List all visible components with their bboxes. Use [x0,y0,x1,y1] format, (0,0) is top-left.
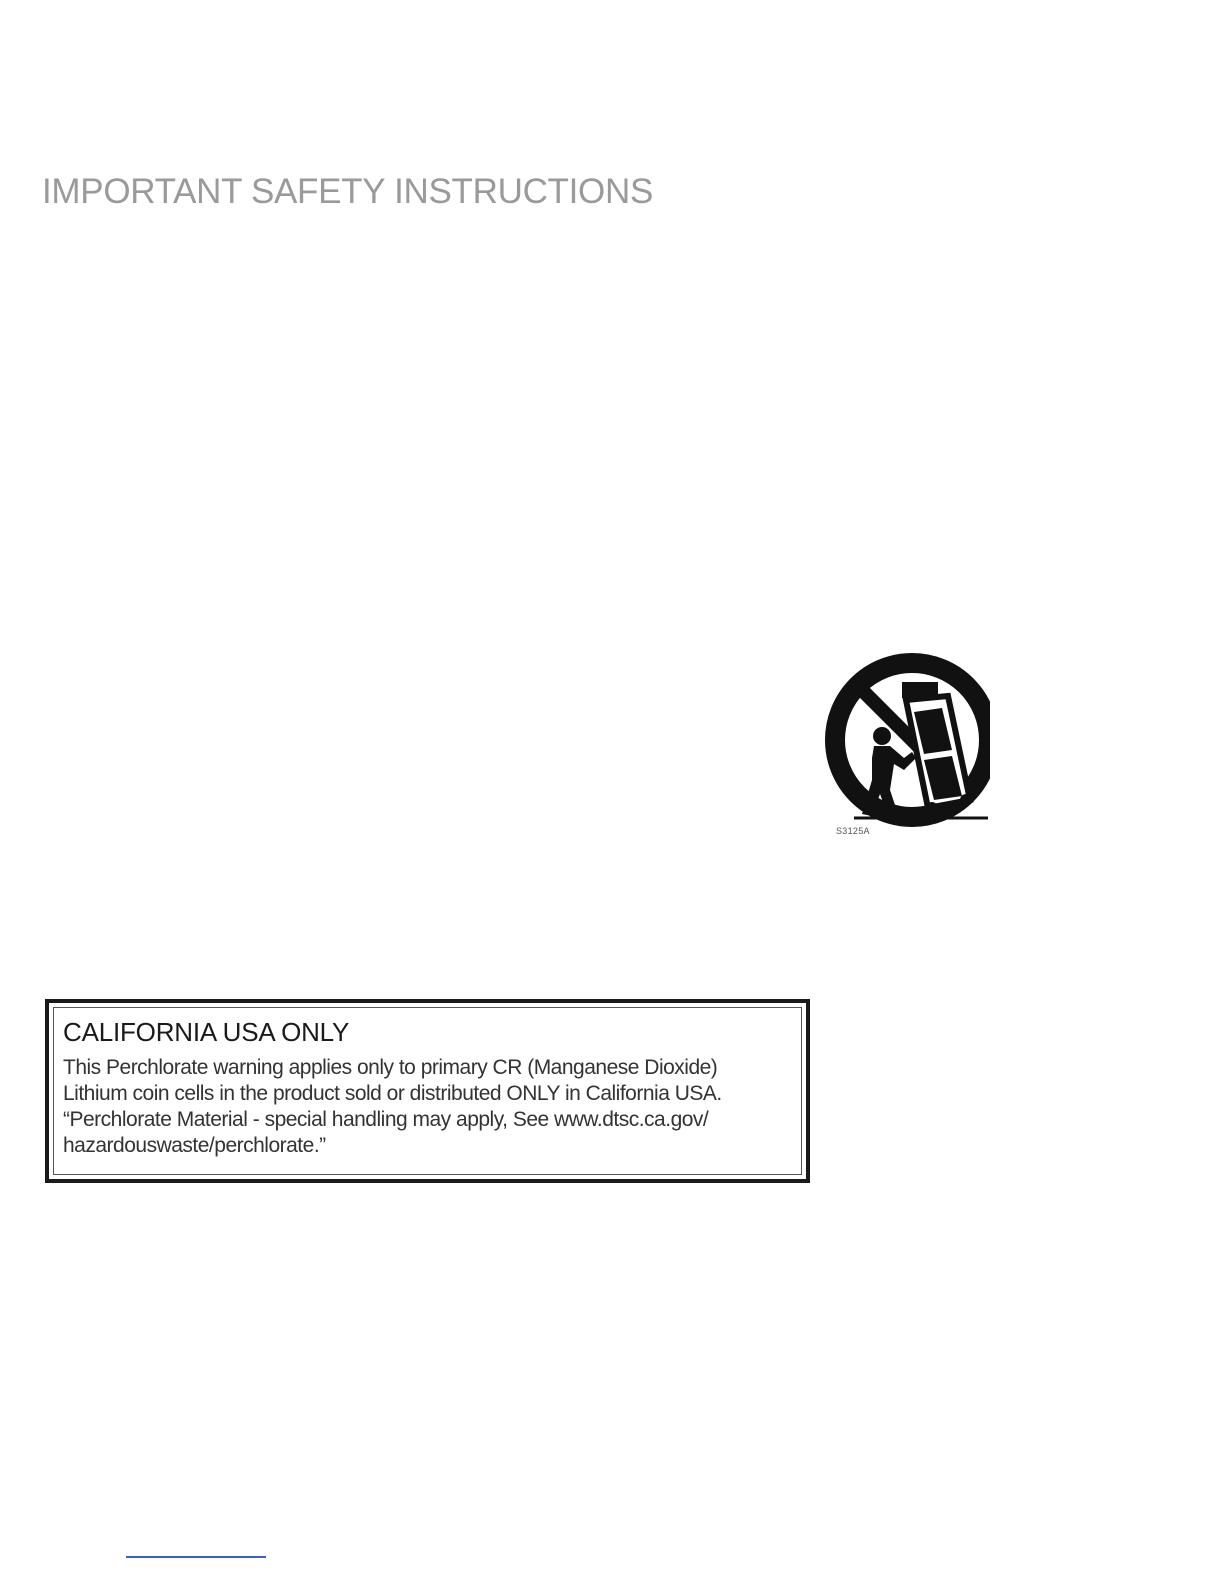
notice-line: This Perchlorate warning applies only to primary CR (Manganese Dioxide) [63,1056,718,1079]
no-cart-tipover-icon [820,650,990,845]
page-title: IMPORTANT SAFETY INSTRUCTIONS [42,172,653,211]
california-notice-body [63,1055,798,1159]
notice-line: “Perchlorate Material - special handling may apply, See www.dtsc.ca.gov/ [63,1108,709,1131]
notice-line: hazardouswaste/perchlorate.” [63,1134,326,1157]
notice-line: Lithium coin cells in the product sold or distributed ONLY in California USA. [63,1082,722,1105]
california-notice-heading: CALIFORNIA USA ONLY [63,1017,350,1047]
symbol-code-label: S3125A [836,826,870,836]
footer-link-underline[interactable] [126,1556,266,1558]
california-notice-box [45,999,810,1183]
